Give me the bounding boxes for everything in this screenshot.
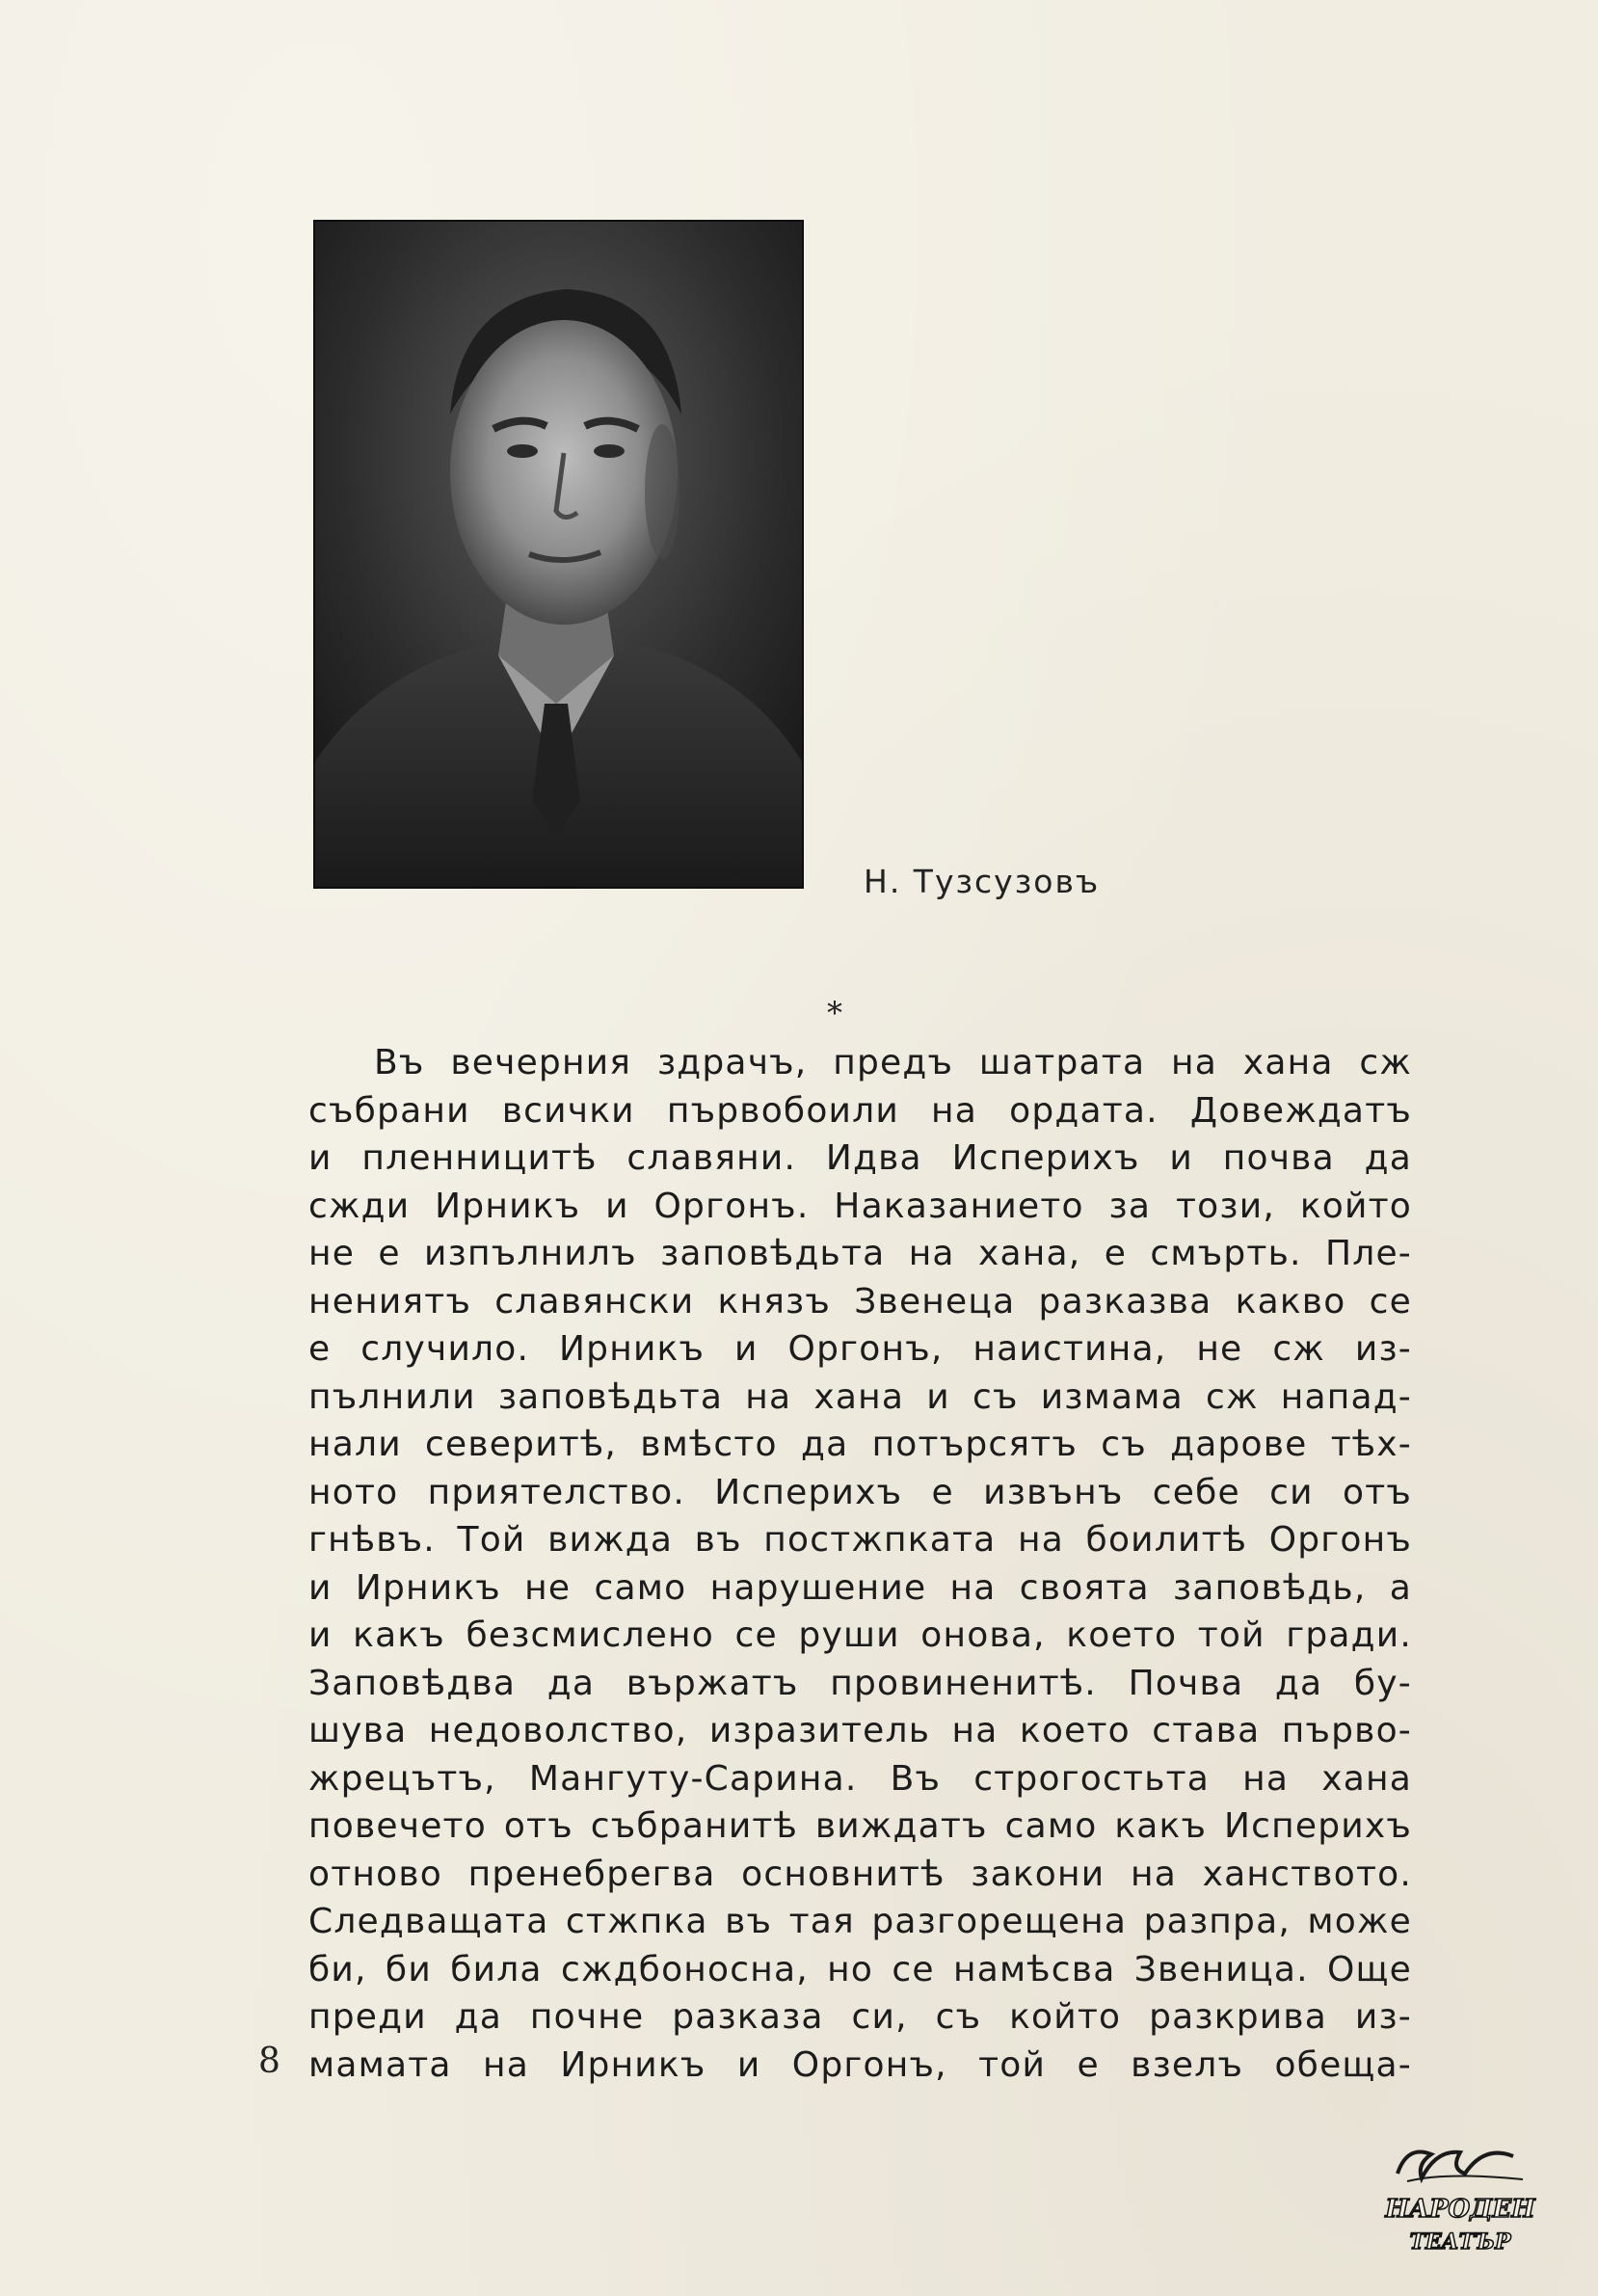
text-line: Заповѣдва да вържатъ провиненитѣ. Почва да бу- [308,1663,1412,1703]
text-line: повечето отъ събранитѣ виждатъ само какъ Исперихъ [308,1806,1412,1846]
text-line: и какъ безсмислено се руши онова, което той гради. [308,1615,1412,1655]
text-line: е случило. Ирникъ и Оргонъ, наистина, не сж из- [308,1329,1412,1369]
body-paragraph [308,1039,1412,2089]
text-line: Следващата стжпка въ тая разгорещена разпра, може [308,1902,1412,1941]
text-line: ното приятелство. Исперихъ е извънъ себе си отъ [308,1472,1412,1512]
text-line: сжди Ирникъ и Оргонъ. Наказанието за този, който [308,1186,1412,1226]
text-line: пълнили заповѣдьта на хана и съ измама сж напад- [308,1376,1412,1417]
photo-caption: Н. Тузсузовъ [864,863,1101,900]
text-line: жрецътъ, Мангуту-Сарина. Въ строгостьта на хана [308,1758,1412,1799]
text-line: мамата на Ирникъ и Оргонъ, той е взелъ обеща- [308,2044,1412,2085]
portrait-photo-icon [315,222,802,887]
text-line: отново пренебрегва основнитѣ закони на ханството. [308,1854,1412,1894]
logo-line-2: ТЕАТЪР [1409,2229,1511,2255]
text-line: Въ вечерния здрачъ, предъ шатрата на хана сж [374,1043,1412,1082]
text-line: гнѣвъ. Той вижда въ постжпката на боилитѣ Оргонъ [308,1520,1412,1560]
logo-line-1: НАРОДЕН [1385,2195,1535,2224]
page-number: 8 [258,2042,280,2081]
portrait-photo [315,222,802,887]
text-line: би, би била сждбоносна, но се намѣсва Звеница. Още [308,1949,1412,1989]
text-line: и Ирникъ не само нарушение на своята заповѣдь, а [308,1567,1412,1608]
text-line: не е изпълнилъ заповѣдьта на хана, е смърть. Пле- [308,1234,1412,1273]
text-line: нениятъ славянски князъ Звенеца разказва какво се [308,1281,1412,1322]
theatre-logo-icon [1378,2135,1542,2260]
text-line: и пленницитѣ славяни. Идва Исперихъ и почва да [308,1138,1412,1178]
text-line: шува недоволство, изразитель на което става първо- [308,1711,1412,1750]
theatre-logo-stamp [1378,2135,1542,2260]
section-divider-asterisk: * [827,995,842,1031]
text-line: преди да почне разказа си, съ който разкрива из- [308,1997,1412,2037]
text-line: събрани всички първобоили на ордата. Довеждатъ [308,1090,1412,1131]
text-line: нали северитѣ, вмѣсто да потърсятъ съ дарове тѣх- [308,1425,1412,1464]
